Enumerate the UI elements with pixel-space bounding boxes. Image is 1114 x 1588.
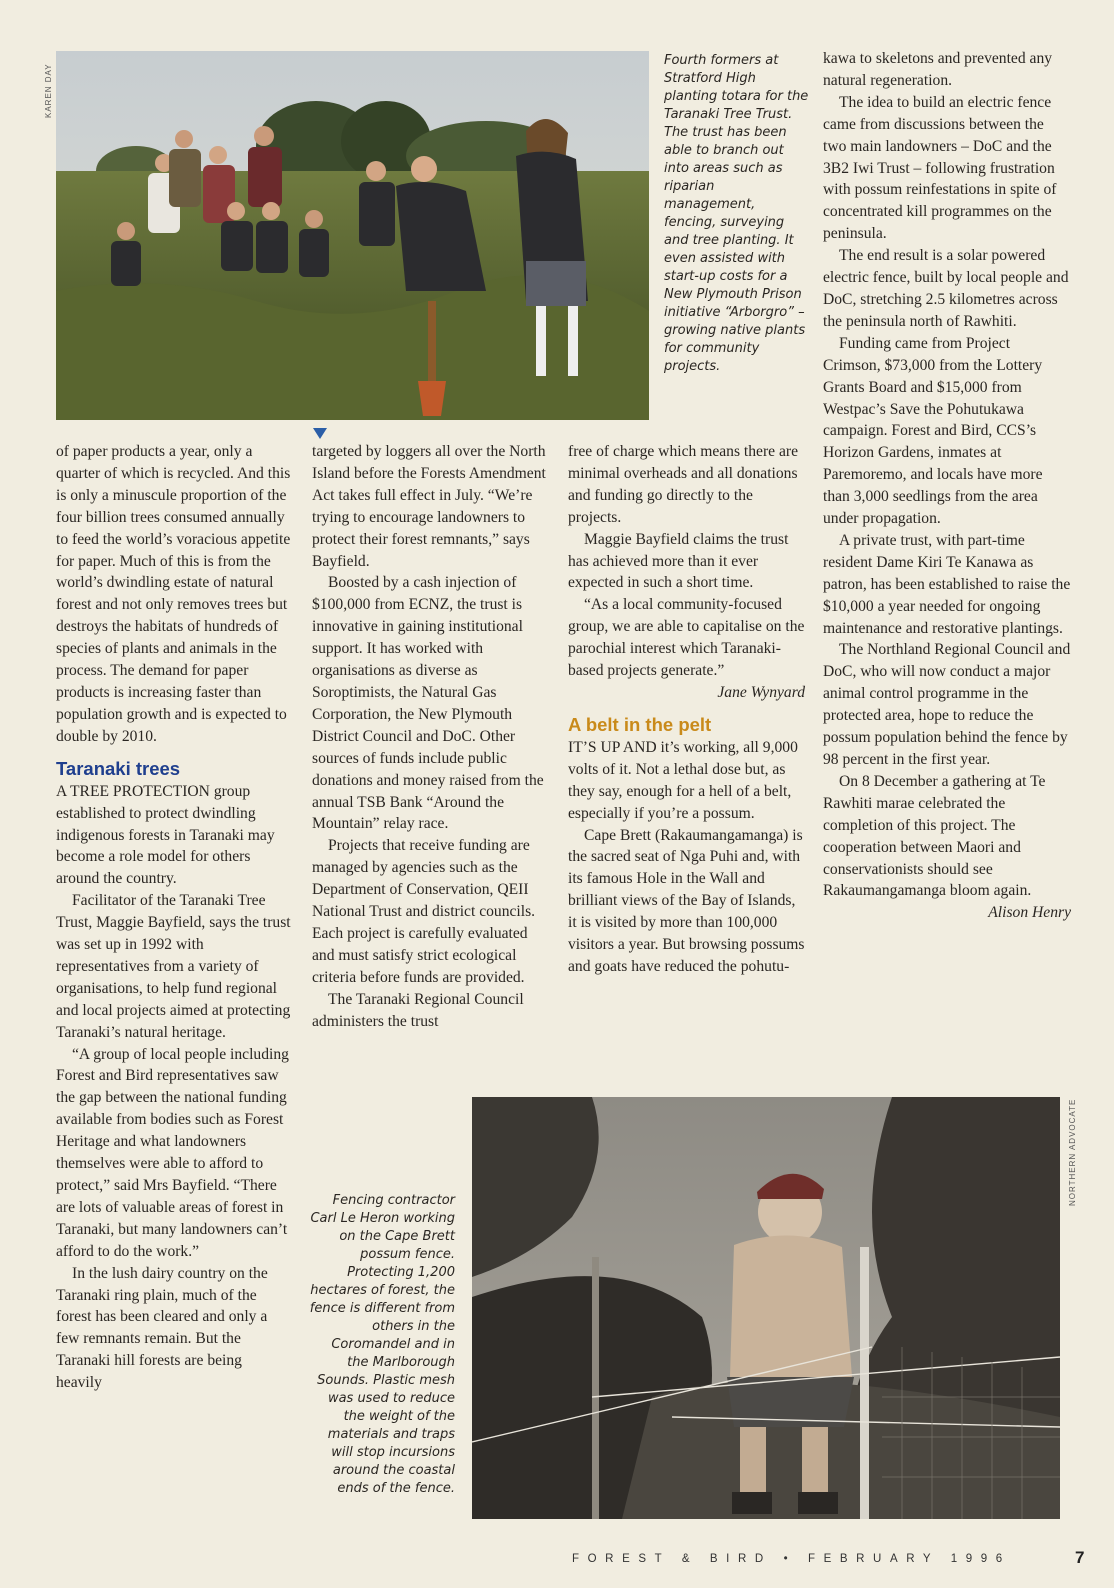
col4-paragraph: The idea to build an electric fence came from discussions between the two main landowners – DoC and the 3B2 Iwi Trust – following frustration with possum reinfestations in spite of concentrated kill programmes on the peninsula. <box>823 93 1057 243</box>
column-1 <box>56 441 291 1394</box>
author-signature: Alison Henry <box>988 904 1071 922</box>
col2-paragraph: Projects that receive funding are managed by agencies such as the Department of Conservation, QEII National Trust and district councils. Each project is carefully evaluated and must satisfy strict ecological criteria before funds are provided. <box>312 837 536 986</box>
col3-paragraph: Cape Brett (Rakaumangamanga) is the sacred seat of Nga Puhi and, with its famous Hole in the Wall and brilliant views of the Bay of Islands, it is visited by more than 100,000 visitors a year. But browsing possums and goats have reduced the pohutu- <box>568 826 805 975</box>
column-2 <box>312 441 549 1032</box>
col1-paragraph: “A group of local people including Forest and Bird representatives saw the gap between the national funding available from bodies such as Forest Heritage and what landowners themselves were able to afford to protect,” said Mrs Bayfield. “There are lots of valuable areas of forest in Taranaki, but many landowners can’t afford to do the work.” <box>56 1045 289 1260</box>
bottom-photo-fence-contractor <box>472 1097 1060 1519</box>
col3-paragraph: Maggie Bayfield claims the trust has achieved more than it ever expected in such a short time. <box>568 530 789 592</box>
photo-credit-top: KAREN DAY <box>44 63 53 118</box>
col4-paragraph: The end result is a solar powered electric fence, built by local people and DoC, stretching 2.5 kilometres across the peninsula north of Rawhiti. <box>823 247 1069 330</box>
col2-paragraph: targeted by loggers all over the North Island before the Forests Amendment Act takes full effect in July. “We’re trying to encourage landowners to protect their forest remnants,” says Bayfield. <box>312 443 546 570</box>
col1-paragraph: In the lush dairy country on the Taranaki ring plain, much of the forest has been cleared and only a few remnants remain. But the Taranaki hill forests are being heavily <box>56 1264 268 1392</box>
col3-paragraph: “As a local community-focused group, we are able to capitalise on the parochial interest which Taranaki-based projects generate.” <box>568 596 805 680</box>
column-4 <box>823 48 1071 924</box>
col1-paragraph: of paper products a year, only a quarter of which is recycled. And this is only a minuscule proportion of the four billion trees consumed annually to feed the world’s voracious appetite for paper. Much of this is from the world’s dwindling estate of natural forest and not only removes trees but destroys the habitats of hundreds of species of plants and animals in the process. The demand for paper products is increasing faster than population growth and is expected to double by 2010. <box>56 443 291 745</box>
col2-paragraph: Boosted by a cash injection of $100,000 from ECNZ, the trust is innovative in gaining institutional support. It has worked with organisations as diverse as Soroptimists, the Natural Gas Corporation, the New Plymouth District Council and DoC. Other sources of funds include public donations and money raised from the annual TSB Bank “Around the Mountain” relay race. <box>312 574 544 833</box>
footer-publication: FOREST & BIRD • FEBRUARY 1996 <box>572 1553 1011 1565</box>
caption-pointer-icon <box>313 428 327 439</box>
page-number: 7 <box>1075 1548 1085 1567</box>
photo-image <box>472 1097 1060 1519</box>
bottom-photo-caption: Fencing contractor Carl Le Heron working on the Cape Brett possum fence. Protecting 1,200 hectares of forest, the fence is different from others in the Coromandel and in the Marlborough Sounds. Plastic mesh was used to reduce the weight of the materials and traps will stop incursions around the coastal ends of the fence. <box>309 1193 455 1496</box>
top-photo-caption: Fourth formers at Stratford High planting totara for the Taranaki Tree Trust. The trust has been able to branch out into areas such as riparian management, fencing, surveying and tree planting. It even assisted with start-up costs for a New Plymouth Prison initiative “Arborgro” – growing native plants for community projects. <box>664 53 809 374</box>
photo-image <box>56 51 649 420</box>
col3-paragraph: IT’S UP AND it’s working, all 9,000 volts of it. Not a lethal dose but, as they say, enough for a hell of a belt, especially if you’re a possum. <box>568 738 798 822</box>
col3-paragraph: free of charge which means there are minimal overheads and all donations and funding go directly to the projects. <box>568 443 799 526</box>
col1-paragraph: A TREE PROTECTION group established to protect dwindling indigenous forests in Taranaki may become a role model for others around the country. <box>56 782 275 888</box>
col1-paragraph: Facilitator of the Taranaki Tree Trust, Maggie Bayfield, says the trust was set up in 1992 with representatives from a variety of organisations, to help fund regional and local projects aimed at protecting Taranaki’s natural heritage. <box>56 892 291 1041</box>
heading-belt-in-pelt: A belt in the pelt <box>568 713 712 735</box>
author-signature: Jane Wynyard <box>717 683 805 701</box>
column-3 <box>568 441 805 978</box>
top-photo-students-planting <box>56 51 649 420</box>
col4-paragraph: Funding came from Project Crimson, $73,000 from the Lottery Grants Board and $15,000 from Westpac’s Save the Pohutukawa campaign. Forest and Bird, CCS’s Horizon Gardens, inmates at Paremoremo, and locals have more than 3,000 seedlings from the area under propagation. <box>823 334 1043 528</box>
heading-taranaki-trees: Taranaki trees <box>56 757 181 779</box>
col4-paragraph: kawa to skeletons and prevented any natural regeneration. <box>823 50 1053 89</box>
col4-paragraph: A private trust, with part-time resident Dame Kiri Te Kanawa as patron, has been established to raise the $10,000 a year needed for ongoing maintenance and restorative plantings. <box>823 531 1071 637</box>
col4-paragraph: The Northland Regional Council and DoC, who will now conduct a major animal control programme in the protected area, hope to reduce the possum population behind the fence by 98 percent in the first year. <box>823 641 1071 768</box>
col2-paragraph: The Taranaki Regional Council administers the trust <box>312 990 524 1030</box>
photo-credit-bottom: NORTHERN ADVOCATE <box>1068 1098 1077 1206</box>
col4-paragraph: On 8 December a gathering at Te Rawhiti marae celebrated the completion of this project. The cooperation between Maori and conservationists should see Rakaumangamanga bloom again. <box>823 772 1046 900</box>
